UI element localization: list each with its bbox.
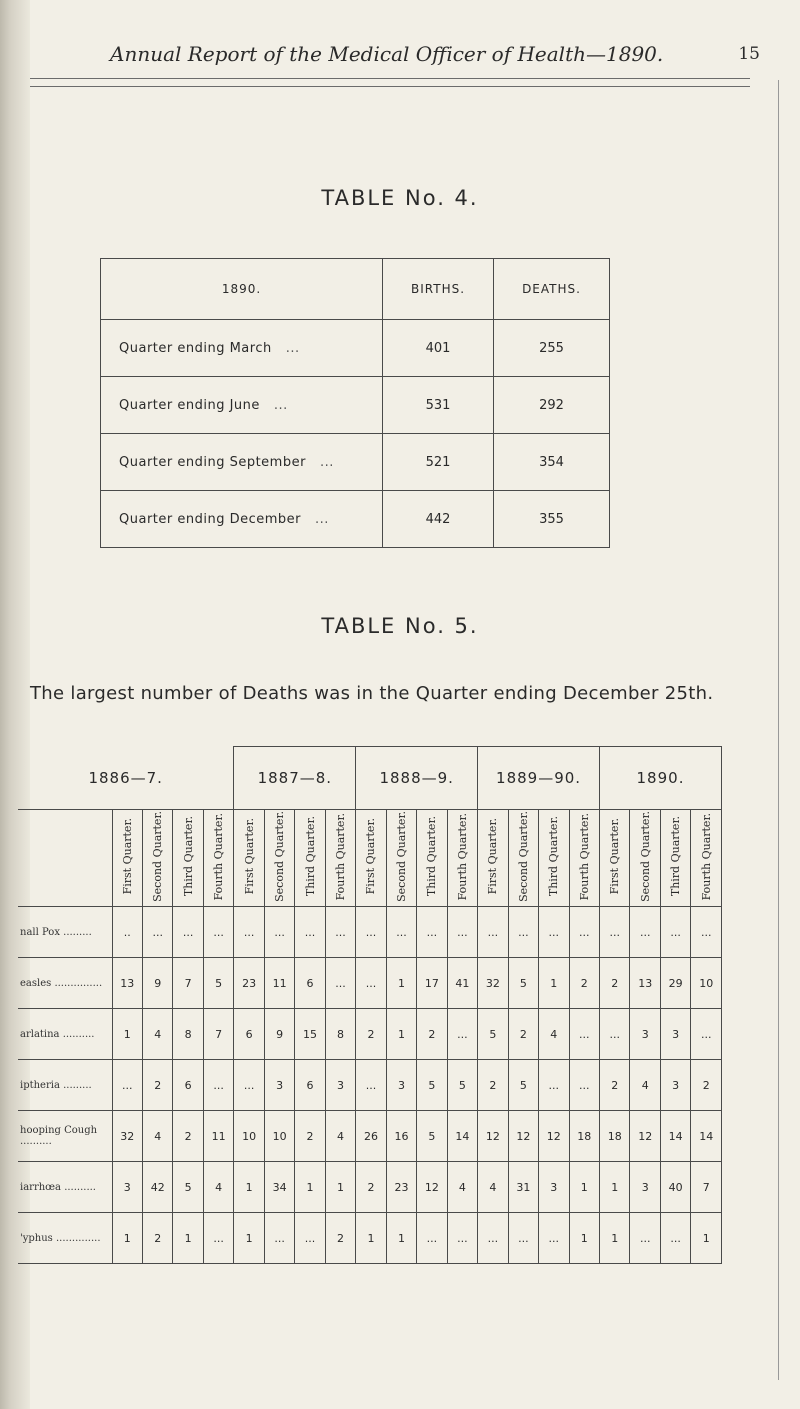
- death-count-cell: 5: [173, 1162, 203, 1213]
- death-count-cell: 7: [691, 1162, 722, 1213]
- deaths-cell: 292: [494, 377, 610, 434]
- deaths-cell: 354: [494, 434, 610, 491]
- death-count-cell: 12: [417, 1162, 447, 1213]
- death-count-cell: ...: [356, 907, 386, 958]
- quarter-header-row: [18, 810, 722, 907]
- death-count-cell: ...: [325, 907, 355, 958]
- death-count-cell: 1: [112, 1213, 142, 1264]
- death-count-cell: 14: [691, 1111, 722, 1162]
- death-count-cell: 9: [264, 1009, 294, 1060]
- death-count-cell: 3: [264, 1060, 294, 1111]
- header-rule: [30, 78, 750, 79]
- disease-label: 'yphus ..............: [18, 1213, 112, 1264]
- death-count-cell: 1: [234, 1213, 264, 1264]
- death-count-cell: 16: [386, 1111, 416, 1162]
- disease-label: iarrhœa ..........: [18, 1162, 112, 1213]
- quarter-header: [539, 810, 569, 907]
- death-count-cell: 2: [569, 958, 599, 1009]
- death-count-cell: 5: [417, 1111, 447, 1162]
- death-count-cell: ...: [386, 907, 416, 958]
- death-count-cell: 1: [386, 958, 416, 1009]
- quarter-header-label: First Quarter.: [364, 818, 378, 895]
- death-count-cell: 1: [569, 1162, 599, 1213]
- death-count-cell: 2: [508, 1009, 538, 1060]
- death-count-cell: 18: [600, 1111, 630, 1162]
- death-count-cell: 10: [691, 958, 722, 1009]
- death-count-cell: 14: [447, 1111, 477, 1162]
- table5-heading: TABLE No. 5.: [321, 614, 479, 638]
- death-count-cell: 1: [325, 1162, 355, 1213]
- death-count-cell: ...: [600, 907, 630, 958]
- death-count-cell: 15: [295, 1009, 325, 1060]
- death-count-cell: 12: [630, 1111, 660, 1162]
- death-count-cell: ...: [142, 907, 172, 958]
- quarter-header-label: Third Quarter.: [425, 816, 439, 897]
- table-row: [101, 491, 610, 548]
- death-count-cell: ...: [569, 907, 599, 958]
- quarter-header-label: Third Quarter.: [669, 816, 683, 897]
- quarter-header: [508, 810, 538, 907]
- table-header-row: [101, 259, 610, 320]
- death-count-cell: ...: [417, 907, 447, 958]
- death-count-cell: ...: [630, 1213, 660, 1264]
- death-count-cell: 32: [478, 958, 508, 1009]
- deaths-cell: 355: [494, 491, 610, 548]
- quarter-header-label: Fourth Quarter.: [455, 812, 469, 901]
- death-count-cell: 2: [600, 1060, 630, 1111]
- table-row: [101, 377, 610, 434]
- death-count-cell: 1: [600, 1162, 630, 1213]
- death-count-cell: 2: [600, 958, 630, 1009]
- quarter-header: [630, 810, 660, 907]
- death-count-cell: 4: [203, 1162, 233, 1213]
- death-count-cell: 1: [539, 958, 569, 1009]
- death-count-cell: 4: [447, 1162, 477, 1213]
- death-count-cell: 3: [660, 1009, 690, 1060]
- death-count-cell: ..: [112, 907, 142, 958]
- table-row: [18, 1060, 722, 1111]
- quarter-header-label: Fourth Quarter.: [577, 812, 591, 901]
- quarter-header-label: Third Quarter.: [547, 816, 561, 897]
- death-count-cell: ...: [295, 907, 325, 958]
- death-count-cell: 6: [234, 1009, 264, 1060]
- table-row: [18, 1009, 722, 1060]
- table-row: [18, 1111, 722, 1162]
- death-count-cell: 23: [386, 1162, 416, 1213]
- death-count-cell: 6: [173, 1060, 203, 1111]
- disease-label: arlatina ..........: [18, 1009, 112, 1060]
- death-count-cell: 2: [417, 1009, 447, 1060]
- death-count-cell: 4: [630, 1060, 660, 1111]
- births-cell: 442: [383, 491, 494, 548]
- deaths-cell: 255: [494, 320, 610, 377]
- quarter-header: [569, 810, 599, 907]
- death-count-cell: 2: [356, 1162, 386, 1213]
- death-count-cell: 1: [386, 1009, 416, 1060]
- disease-label: nall Pox .........: [18, 907, 112, 958]
- death-count-cell: 2: [295, 1111, 325, 1162]
- death-count-cell: ...: [660, 1213, 690, 1264]
- death-count-cell: 14: [660, 1111, 690, 1162]
- death-count-cell: 1: [173, 1213, 203, 1264]
- death-count-cell: 4: [325, 1111, 355, 1162]
- death-count-cell: ...: [295, 1213, 325, 1264]
- death-count-cell: 1: [356, 1213, 386, 1264]
- death-count-cell: 2: [356, 1009, 386, 1060]
- death-count-cell: ...: [691, 907, 722, 958]
- year-header: 1887—8.: [234, 747, 356, 810]
- year-header: 1890.: [600, 747, 722, 810]
- quarter-header: [447, 810, 477, 907]
- death-count-cell: ...: [478, 907, 508, 958]
- death-count-cell: 5: [508, 1060, 538, 1111]
- death-count-cell: 1: [295, 1162, 325, 1213]
- quarter-label: Quarter ending September ...: [101, 434, 383, 491]
- death-count-cell: 13: [630, 958, 660, 1009]
- death-count-cell: 1: [569, 1213, 599, 1264]
- death-count-cell: 34: [264, 1162, 294, 1213]
- death-count-cell: 32: [112, 1111, 142, 1162]
- births-cell: 401: [383, 320, 494, 377]
- death-count-cell: 4: [478, 1162, 508, 1213]
- death-count-cell: 1: [234, 1162, 264, 1213]
- death-count-cell: 4: [142, 1111, 172, 1162]
- death-count-cell: 6: [295, 958, 325, 1009]
- death-count-cell: 8: [173, 1009, 203, 1060]
- death-count-cell: 23: [234, 958, 264, 1009]
- death-count-cell: ...: [508, 1213, 538, 1264]
- quarter-label: Quarter ending March ...: [101, 320, 383, 377]
- death-count-cell: ...: [447, 907, 477, 958]
- quarter-label: Quarter ending December ...: [101, 491, 383, 548]
- death-count-cell: ...: [234, 907, 264, 958]
- death-count-cell: 31: [508, 1162, 538, 1213]
- disease-label: easles ...............: [18, 958, 112, 1009]
- quarter-header: [660, 810, 690, 907]
- death-count-cell: ...: [264, 1213, 294, 1264]
- year-column-header: 1890.: [101, 259, 383, 320]
- death-count-cell: 3: [660, 1060, 690, 1111]
- death-count-cell: ...: [325, 958, 355, 1009]
- death-count-cell: 2: [478, 1060, 508, 1111]
- table4-heading: TABLE No. 4.: [321, 186, 479, 210]
- death-count-cell: 4: [539, 1009, 569, 1060]
- death-count-cell: 3: [112, 1162, 142, 1213]
- death-count-cell: 3: [386, 1060, 416, 1111]
- births-cell: 531: [383, 377, 494, 434]
- running-title: Annual Report of the Medical Officer of Health—1890.: [110, 42, 664, 66]
- deaths-by-disease-table: [18, 746, 722, 1264]
- death-count-cell: 10: [264, 1111, 294, 1162]
- death-count-cell: 2: [142, 1213, 172, 1264]
- death-count-cell: ...: [234, 1060, 264, 1111]
- death-count-cell: ...: [539, 907, 569, 958]
- death-count-cell: 13: [112, 958, 142, 1009]
- death-count-cell: 17: [417, 958, 447, 1009]
- table-row: [101, 320, 610, 377]
- table-row: [18, 1213, 722, 1264]
- year-header: 1886—7.: [18, 747, 234, 810]
- death-count-cell: ...: [508, 907, 538, 958]
- death-count-cell: 3: [539, 1162, 569, 1213]
- death-count-cell: 18: [569, 1111, 599, 1162]
- death-count-cell: ...: [478, 1213, 508, 1264]
- death-count-cell: 5: [478, 1009, 508, 1060]
- quarter-header: [325, 810, 355, 907]
- death-count-cell: ...: [447, 1009, 477, 1060]
- death-count-cell: 2: [173, 1111, 203, 1162]
- death-count-cell: ...: [539, 1060, 569, 1111]
- death-count-cell: ...: [691, 1009, 722, 1060]
- death-count-cell: 7: [173, 958, 203, 1009]
- year-header: 1889—90.: [478, 747, 600, 810]
- death-count-cell: 6: [295, 1060, 325, 1111]
- quarter-header: [691, 810, 722, 907]
- death-count-cell: 42: [142, 1162, 172, 1213]
- death-count-cell: ...: [112, 1060, 142, 1111]
- quarter-header: [295, 810, 325, 907]
- death-count-cell: 1: [600, 1213, 630, 1264]
- death-count-cell: ...: [417, 1213, 447, 1264]
- death-count-cell: 29: [660, 958, 690, 1009]
- death-count-cell: 12: [508, 1111, 538, 1162]
- quarter-header: [142, 810, 172, 907]
- running-header: [110, 42, 760, 72]
- quarter-header: [356, 810, 386, 907]
- quarter-header: [234, 810, 264, 907]
- header-rule-secondary: [30, 86, 750, 87]
- page-number: 15: [738, 44, 760, 64]
- death-count-cell: ...: [569, 1009, 599, 1060]
- death-count-cell: ...: [660, 907, 690, 958]
- death-count-cell: ...: [203, 907, 233, 958]
- death-count-cell: 1: [386, 1213, 416, 1264]
- table-row: [101, 434, 610, 491]
- death-count-cell: ...: [173, 907, 203, 958]
- death-count-cell: 4: [142, 1009, 172, 1060]
- quarter-header-label: Third Quarter.: [181, 816, 195, 897]
- quarter-header-label: Third Quarter.: [303, 816, 317, 897]
- death-count-cell: ...: [569, 1060, 599, 1111]
- death-count-cell: 11: [264, 958, 294, 1009]
- death-count-cell: 5: [508, 958, 538, 1009]
- disease-column-header: [18, 810, 112, 907]
- quarter-header-label: Fourth Quarter.: [212, 812, 226, 901]
- death-count-cell: 9: [142, 958, 172, 1009]
- quarter-header: [173, 810, 203, 907]
- quarter-header-label: Second Quarter.: [638, 811, 652, 902]
- births-deaths-table: [100, 258, 610, 548]
- death-count-cell: 2: [691, 1060, 722, 1111]
- quarter-header-label: Second Quarter.: [516, 811, 530, 902]
- death-count-cell: 10: [234, 1111, 264, 1162]
- death-count-cell: 2: [325, 1213, 355, 1264]
- quarter-header-label: Fourth Quarter.: [699, 812, 713, 901]
- death-count-cell: ...: [356, 1060, 386, 1111]
- death-count-cell: 12: [539, 1111, 569, 1162]
- quarter-header-label: First Quarter.: [486, 818, 500, 895]
- death-count-cell: 5: [447, 1060, 477, 1111]
- quarter-header: [600, 810, 630, 907]
- death-count-cell: 7: [203, 1009, 233, 1060]
- table5-lead-text: The largest number of Deaths was in the Quarter ending December 25th.: [30, 683, 714, 704]
- disease-label: iptheria .........: [18, 1060, 112, 1111]
- quarter-header-label: Second Quarter.: [394, 811, 408, 902]
- quarter-header: [112, 810, 142, 907]
- quarter-header-label: Second Quarter.: [273, 811, 287, 902]
- death-count-cell: ...: [203, 1060, 233, 1111]
- deaths-column-header: DEATHS.: [494, 259, 610, 320]
- death-count-cell: 12: [478, 1111, 508, 1162]
- quarter-header: [417, 810, 447, 907]
- table-row: [18, 958, 722, 1009]
- death-count-cell: 8: [325, 1009, 355, 1060]
- death-count-cell: 3: [325, 1060, 355, 1111]
- death-count-cell: 41: [447, 958, 477, 1009]
- quarter-header: [386, 810, 416, 907]
- quarter-header-label: Fourth Quarter.: [334, 812, 348, 901]
- quarter-header-label: Second Quarter.: [151, 811, 165, 902]
- death-count-cell: ...: [539, 1213, 569, 1264]
- quarter-header: [478, 810, 508, 907]
- death-count-cell: 11: [203, 1111, 233, 1162]
- table-row: [18, 1162, 722, 1213]
- death-count-cell: 3: [630, 1162, 660, 1213]
- births-column-header: BIRTHS.: [383, 259, 494, 320]
- death-count-cell: ...: [447, 1213, 477, 1264]
- death-count-cell: 40: [660, 1162, 690, 1213]
- year-header-row: [18, 747, 722, 810]
- death-count-cell: ...: [630, 907, 660, 958]
- death-count-cell: 26: [356, 1111, 386, 1162]
- quarter-header-label: First Quarter.: [242, 818, 256, 895]
- page-edge-line: [778, 80, 779, 1380]
- death-count-cell: ...: [356, 958, 386, 1009]
- death-count-cell: ...: [203, 1213, 233, 1264]
- quarter-header: [203, 810, 233, 907]
- quarter-header-label: First Quarter.: [608, 818, 622, 895]
- quarter-header-label: First Quarter.: [120, 818, 134, 895]
- death-count-cell: 3: [630, 1009, 660, 1060]
- quarter-label: Quarter ending June ...: [101, 377, 383, 434]
- death-count-cell: 1: [691, 1213, 722, 1264]
- death-count-cell: 5: [417, 1060, 447, 1111]
- death-count-cell: 1: [112, 1009, 142, 1060]
- table-row: [18, 907, 722, 958]
- births-cell: 521: [383, 434, 494, 491]
- year-header: 1888—9.: [356, 747, 478, 810]
- death-count-cell: ...: [600, 1009, 630, 1060]
- death-count-cell: 5: [203, 958, 233, 1009]
- quarter-header: [264, 810, 294, 907]
- death-count-cell: 2: [142, 1060, 172, 1111]
- disease-label: hooping Cough ..........: [18, 1111, 112, 1162]
- death-count-cell: ...: [264, 907, 294, 958]
